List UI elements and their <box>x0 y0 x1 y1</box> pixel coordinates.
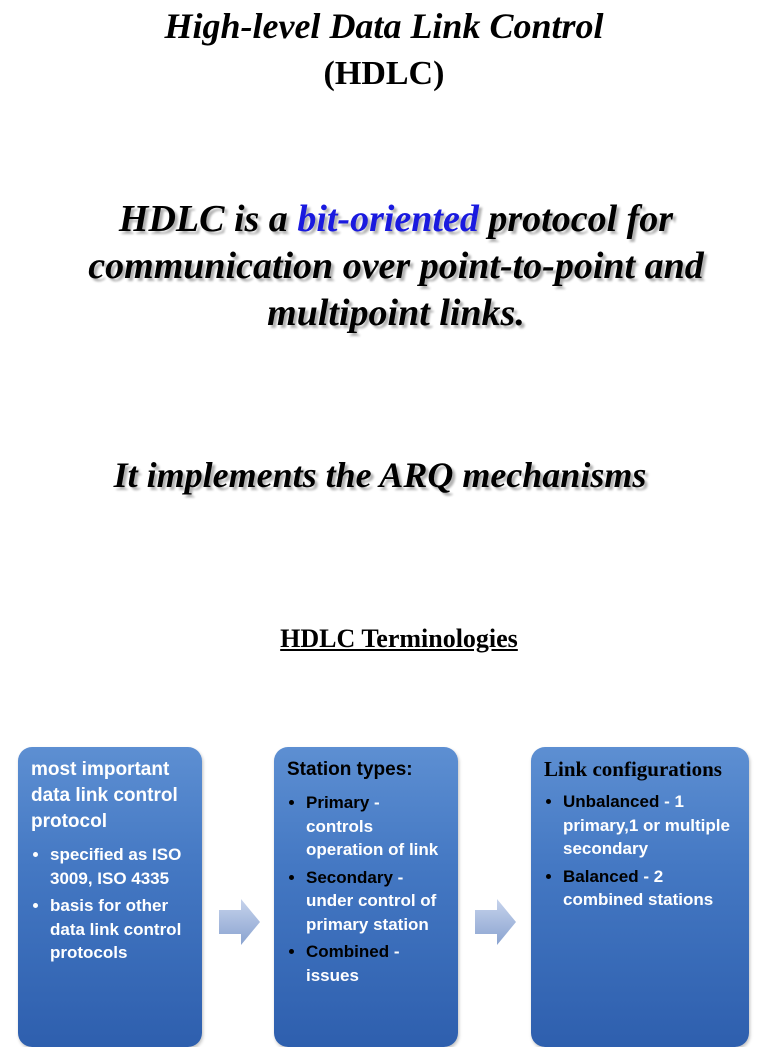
card-hdlc-overview <box>18 747 202 1047</box>
card-bullet-list <box>531 790 749 912</box>
card-heading: Link configurations <box>544 757 722 781</box>
item-label: Primary <box>306 793 370 812</box>
right-arrow-icon <box>475 897 517 947</box>
headline-highlight: bit-oriented <box>297 198 479 240</box>
list-item: • basis for other data link control protocols <box>50 894 194 965</box>
list-item: • specified as ISO 3009, ISO 4335 <box>50 843 194 890</box>
arq-text: It implements the ARQ mechanisms <box>113 455 647 495</box>
card-heading: most important data link control protocol <box>31 759 178 832</box>
item-desc: - controls operation of link <box>306 793 439 859</box>
list-item <box>306 791 450 862</box>
list-item <box>306 866 450 937</box>
list-item <box>563 790 741 861</box>
headline-text <box>60 196 732 337</box>
page-subtitle: (HDLC) <box>323 55 445 92</box>
item-desc: - 2 combined stations <box>563 866 714 909</box>
item-label: Secondary <box>306 867 393 887</box>
list-item <box>563 865 741 912</box>
card-link-configurations <box>531 747 749 1047</box>
item-label: Balanced <box>563 866 639 886</box>
item-label: Unbalanced <box>563 792 660 811</box>
card-bullet-list <box>18 843 202 965</box>
section-title: HDLC Terminologies <box>280 624 518 653</box>
list-item <box>306 940 450 987</box>
card-heading: Station types: <box>287 759 413 780</box>
right-arrow-icon <box>219 897 261 947</box>
headline-part1: HDLC is a <box>118 198 298 240</box>
headline-part2: protocol for communication over point-to-point and multipoint links. <box>88 198 704 334</box>
card-bullet-list <box>274 791 458 987</box>
item-desc: - issues <box>306 942 400 985</box>
item-label: Combined <box>306 942 390 961</box>
item-desc: - 1 primary,1 or multiple secondary <box>563 792 730 858</box>
card-station-types <box>274 747 458 1047</box>
item-desc: - under control of primary station <box>306 867 437 934</box>
page-title: High-level Data Link Control <box>164 6 604 46</box>
